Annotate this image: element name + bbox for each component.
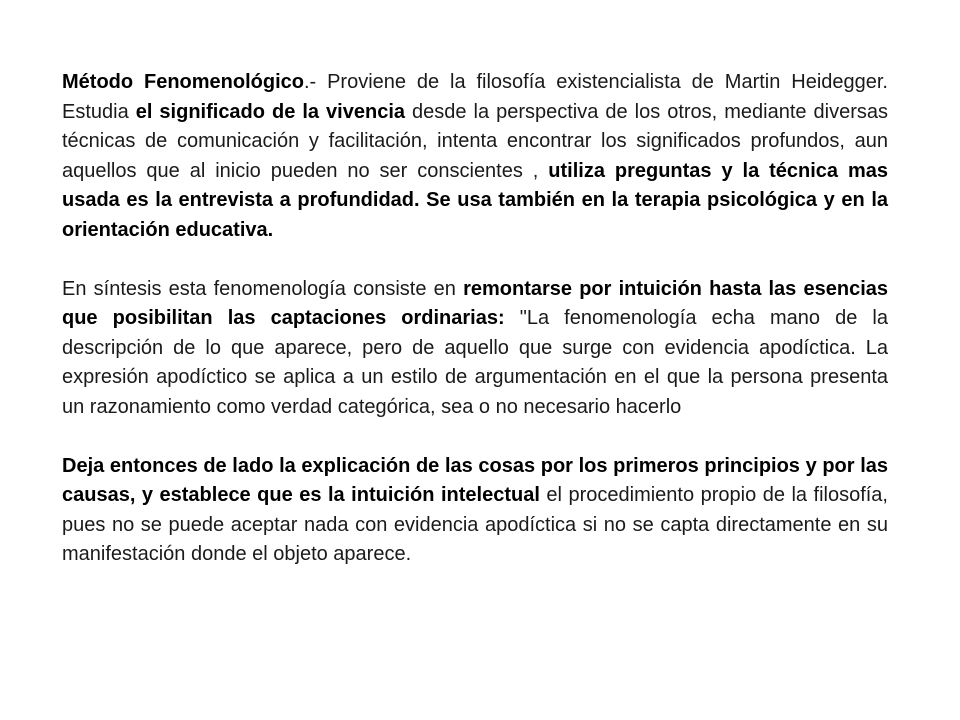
run-regular: el procedimiento propio de la filosofía, pues no se puede aceptar nada con evidencia apodíctica si no se capta directamente en su manifestación donde el objeto aparece. [62,484,888,565]
run-bold: el significado de la vivencia [135,100,405,123]
run-bold: Deja entonces de lado la explicación de las cosas por los primeros principios y por las causas, y establece que es la intuición intelectual [62,454,888,506]
paragraph-intuicion-intelectual [62,452,888,570]
slide-body [62,68,888,570]
run-bold: Método Fenomenológico [62,71,304,93]
run-regular: desde la perspectiva de los otros, mediante diversas técnicas de comunicación y facilitación, intenta encontrar los significados profundos, aun aquellos que al inicio pueden no ser conscientes , [62,100,889,182]
run-regular: .- Proviene de la filosofía existencialista de Martin Heidegger. Estudia [62,71,888,123]
paragraph-metodo-fenomenologico [62,68,888,245]
paragraph-sintesis [62,275,888,423]
run-bold: utiliza preguntas y la técnica mas usada es la entrevista a profundidad. Se usa también en la terapia psicológica y en la orientación educativa. [62,159,889,241]
run-bold: remontarse por intuición hasta las esencias que posibilitan las captaciones ordinarias: [62,277,888,329]
run-regular: En síntesis esta fenomenología consiste en [62,277,464,300]
run-regular: "La fenomenología echa mano de la descripción de lo que aparece, pero de aquello que surge con evidencia apodíctica. La expresión apodíctico se aplica a un estilo de argumentación en el que la persona presenta un razonamiento como verdad categórica, sea o no necesario hacerlo [62,307,888,418]
